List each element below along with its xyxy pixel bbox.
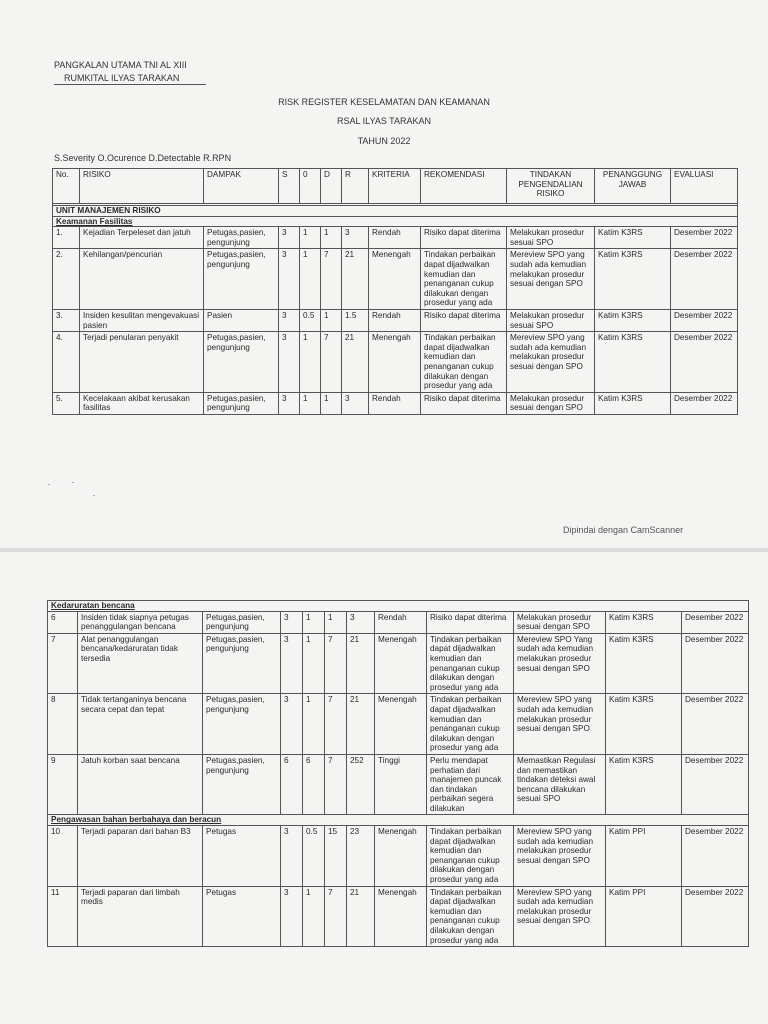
table-row [53, 332, 738, 393]
row-tindakan: Mereview SPO yang sudah ada kemudian melakukan prosedur sesuai dengan SPO [507, 249, 595, 310]
row-rekomendasi: Perlu mendapat perhatian dari manajemen puncak dan tindakan perbaikan segera dilakukan [427, 754, 514, 815]
row-evaluasi: Desember 2022 [682, 633, 749, 694]
row-risiko: Alat penanggulangan bencana/kedaruratan tidak tersedia [78, 633, 203, 694]
row-dampak: Petugas,pasien, pengunjung [204, 332, 279, 393]
row-r: 3 [342, 392, 369, 414]
row-o: 1 [300, 249, 321, 310]
row-d: 1 [325, 611, 347, 633]
row-no: 1. [53, 227, 80, 249]
row-tindakan: Memastikan Regulasi dan memastikan tindakan deteksi awal bencana dilakukan sesuai SPO [514, 754, 606, 815]
row-tindakan: Mereview SPO yang sudah ada kemudian melakukan prosedur sesuai dengan SPO [514, 826, 606, 887]
table-row [48, 886, 749, 947]
table-body-1 [53, 227, 738, 415]
section-row [48, 601, 749, 612]
row-d: 1 [321, 309, 342, 331]
row-no: 6 [48, 611, 78, 633]
row-kriteria: Menengah [375, 633, 427, 694]
row-d: 7 [325, 754, 347, 815]
col-header-no: No. [53, 169, 80, 204]
row-r: 3 [347, 611, 375, 633]
row-dampak: Petugas,pasien, pengunjung [204, 249, 279, 310]
row-evaluasi: Desember 2022 [671, 392, 738, 414]
row-rekomendasi: Risiko dapat diterima [427, 611, 514, 633]
table-row [53, 249, 738, 310]
row-s: 3 [279, 249, 300, 310]
row-s: 3 [281, 826, 303, 887]
row-r: 21 [347, 633, 375, 694]
row-rekomendasi: Tindakan perbaikan dapat dijadwalkan kemudian dan penanganan cukup dilakukan dengan prosedur yang ada [427, 826, 514, 887]
org-underline [54, 84, 206, 85]
row-dampak: Petugas,pasien, pengunjung [203, 754, 281, 815]
row-o: 6 [303, 754, 325, 815]
table-row [48, 754, 749, 815]
row-evaluasi: Desember 2022 [682, 886, 749, 947]
row-o: 1 [300, 392, 321, 414]
row-tindakan: Mereview SPO yang sudah ada kemudian melakukan prosedur sesuai dengan SPO [514, 886, 606, 947]
row-no: 7 [48, 633, 78, 694]
col-header-kriteria: KRITERIA [369, 169, 421, 204]
scanner-watermark: Dipindai dengan CamScanner [563, 525, 684, 535]
row-no: 11 [48, 886, 78, 947]
row-s: 6 [281, 754, 303, 815]
row-penanggung-jawab: Katim PPI [606, 886, 682, 947]
org-name-line1: PANGKALAN UTAMA TNI AL XIII [54, 60, 187, 70]
section-keamanan: Keamanan Fasilitas [56, 216, 133, 226]
row-kriteria: Rendah [369, 309, 421, 331]
risk-register-table-2 [47, 600, 749, 947]
row-risiko: Kehilangan/pencurian [80, 249, 204, 310]
row-tindakan: Melakukan prosedur sesuai SPO [507, 227, 595, 249]
row-o: 1 [300, 332, 321, 393]
legend-text: S.Severity O.Ocurence D.Detectable R.RPN [54, 153, 232, 163]
row-penanggung-jawab: Katim K3RS [595, 227, 671, 249]
row-s: 3 [281, 633, 303, 694]
row-r: 252 [347, 754, 375, 815]
table-row [48, 611, 749, 633]
row-risiko: Insiden tidak siapnya petugas penanggulangan bencana [78, 611, 203, 633]
row-dampak: Petugas [203, 886, 281, 947]
row-s: 3 [279, 332, 300, 393]
table-row [53, 309, 738, 331]
row-no: 3. [53, 309, 80, 331]
row-risiko: Terjadi penularan penyakit [80, 332, 204, 393]
row-penanggung-jawab: Katim K3RS [595, 309, 671, 331]
document-year: TAHUN 2022 [357, 136, 411, 146]
section-kedaruratan: Kedaruratan bencana [51, 601, 135, 610]
col-header-d: D [321, 169, 342, 204]
row-penanggung-jawab: Katim K3RS [606, 694, 682, 755]
col-header-o: 0 [300, 169, 321, 204]
row-r: 21 [347, 694, 375, 755]
section-row [48, 815, 749, 826]
row-kriteria: Rendah [369, 227, 421, 249]
row-s: 3 [281, 694, 303, 755]
row-kriteria: Rendah [369, 392, 421, 414]
row-dampak: Petugas,pasien, pengunjung [204, 227, 279, 249]
row-rekomendasi: Tindakan perbaikan dapat dijadwalkan kemudian dan penanganan cukup dilakukan dengan prosedur yang ada [427, 633, 514, 694]
section-b3: Pengawasan bahan berbahaya dan beracun [51, 815, 222, 825]
col-header-rekomendasi: REKOMENDASI [421, 169, 507, 204]
org-name-line2: RUMKITAL ILYAS TARAKAN [64, 73, 180, 83]
row-tindakan: Mereview SPO Yang sudah ada kemudian melakukan prosedur sesuai dengan SPO [514, 633, 606, 694]
row-no: 9 [48, 754, 78, 815]
row-s: 3 [279, 309, 300, 331]
col-header-r: R [342, 169, 369, 204]
row-rekomendasi: Risiko dapat diterima [421, 227, 507, 249]
section-row [53, 206, 738, 217]
row-no: 2. [53, 249, 80, 310]
table-row [53, 392, 738, 414]
row-d: 7 [321, 332, 342, 393]
row-evaluasi: Desember 2022 [682, 694, 749, 755]
row-kriteria: Menengah [369, 249, 421, 310]
row-s: 3 [279, 392, 300, 414]
row-dampak: Pasien [204, 309, 279, 331]
row-r: 3 [342, 227, 369, 249]
col-header-s: S [279, 169, 300, 204]
row-penanggung-jawab: Katim K3RS [595, 249, 671, 310]
row-kriteria: Rendah [375, 611, 427, 633]
col-header-penanggung-jawab: PENANGGUNG JAWAB [595, 169, 671, 204]
row-r: 1.5 [342, 309, 369, 331]
row-penanggung-jawab: Katim K3RS [606, 611, 682, 633]
row-o: 1 [303, 694, 325, 755]
risk-register-table-1 [52, 168, 738, 415]
row-dampak: Petugas [203, 826, 281, 887]
document-title: RISK REGISTER KESELAMATAN DAN KEAMANAN [278, 97, 490, 107]
row-rekomendasi: Tindakan perbaikan dapat dijadwalkan kemudian dan penanganan cukup dilakukan dengan prosedur yang ada [427, 694, 514, 755]
row-d: 1 [321, 227, 342, 249]
row-kriteria: Menengah [375, 694, 427, 755]
row-risiko: Insiden kesulitan mengevakuasi pasien [80, 309, 204, 331]
row-risiko: Kejadian Terpeleset dan jatuh [80, 227, 204, 249]
row-no: 10 [48, 826, 78, 887]
row-s: 3 [281, 886, 303, 947]
row-evaluasi: Desember 2022 [671, 332, 738, 393]
table-row [48, 826, 749, 887]
row-r: 21 [342, 332, 369, 393]
row-o: 1 [303, 886, 325, 947]
scan-speck [93, 495, 95, 496]
row-r: 21 [347, 886, 375, 947]
row-evaluasi: Desember 2022 [682, 826, 749, 887]
row-d: 7 [325, 694, 347, 755]
row-no: 4. [53, 332, 80, 393]
document-subtitle: RSAL ILYAS TARAKAN [336, 116, 432, 126]
row-evaluasi: Desember 2022 [671, 249, 738, 310]
scan-speck [48, 484, 50, 485]
section-row [53, 216, 738, 227]
row-risiko: Kecelakaan akibat kerusakan fasilitas [80, 392, 204, 414]
row-rekomendasi: Tindakan perbaikan dapat dijadwalkan kemudian dan penanganan cukup dilakukan dengan prosedur yang ada [427, 886, 514, 947]
row-d: 15 [325, 826, 347, 887]
row-risiko: Terjadi paparan dari bahan B3 [78, 826, 203, 887]
row-kriteria: Menengah [375, 886, 427, 947]
row-dampak: Petugas,pasien, pengunjung [203, 694, 281, 755]
row-o: 1 [303, 611, 325, 633]
row-kriteria: Tinggi [375, 754, 427, 815]
row-dampak: Petugas,pasien, pengunjung [203, 611, 281, 633]
row-no: 5. [53, 392, 80, 414]
col-header-dampak: DAMPAK [204, 169, 279, 204]
row-penanggung-jawab: Katim K3RS [595, 332, 671, 393]
row-tindakan: Mereview SPO yang sudah ada kemudian melakukan prosedur sesuai dengan SPO [507, 332, 595, 393]
row-tindakan: Melakukan prosedur sesuai dengan SPO [507, 392, 595, 414]
col-header-risiko: RISIKO [80, 169, 204, 204]
row-kriteria: Menengah [375, 826, 427, 887]
row-dampak: Petugas,pasien, pengunjung [204, 392, 279, 414]
row-o: 1 [303, 633, 325, 694]
row-r: 23 [347, 826, 375, 887]
table-row [48, 694, 749, 755]
row-evaluasi: Desember 2022 [682, 754, 749, 815]
row-penanggung-jawab: Katim PPI [606, 826, 682, 887]
row-tindakan: Melakukan prosedur sesuai dengan SPO [514, 611, 606, 633]
row-o: 1 [300, 227, 321, 249]
row-evaluasi: Desember 2022 [671, 227, 738, 249]
col-header-evaluasi: EVALUASI [671, 169, 738, 204]
row-evaluasi: Desember 2022 [682, 611, 749, 633]
row-d: 7 [321, 249, 342, 310]
row-r: 21 [342, 249, 369, 310]
row-d: 1 [321, 392, 342, 414]
row-penanggung-jawab: Katim K3RS [595, 392, 671, 414]
scan-speck [72, 482, 74, 483]
table-header-row [53, 169, 738, 204]
row-risiko: Terjadi paparan dari limbah medis [78, 886, 203, 947]
row-rekomendasi: Risiko dapat diterima [421, 309, 507, 331]
row-tindakan: Melakukan prosedur sesuai SPO [507, 309, 595, 331]
row-dampak: Petugas,pasien, pengunjung [203, 633, 281, 694]
row-d: 7 [325, 633, 347, 694]
row-s: 3 [281, 611, 303, 633]
row-penanggung-jawab: Katim K3RS [606, 633, 682, 694]
col-header-tindakan: TINDAKAN PENGENDALIAN RISIKO [507, 169, 595, 204]
row-s: 3 [279, 227, 300, 249]
row-risiko: Tidak tertanganinya bencana secara cepat dan tepat [78, 694, 203, 755]
row-rekomendasi: Tindakan perbaikan dapat dijadwalkan kemudian dan penanganan cukup dilakukan dengan prosedur yang ada [421, 332, 507, 393]
row-d: 7 [325, 886, 347, 947]
row-rekomendasi: Tindakan perbaikan dapat dijadwalkan kemudian dan penanganan cukup dilakukan dengan prosedur yang ada [421, 249, 507, 310]
table-row [48, 633, 749, 694]
document-page-2 [0, 552, 768, 1024]
row-penanggung-jawab: Katim K3RS [606, 754, 682, 815]
row-kriteria: Menengah [369, 332, 421, 393]
row-o: 0.5 [300, 309, 321, 331]
row-rekomendasi: Risiko dapat diterima [421, 392, 507, 414]
row-tindakan: Mereview SPO yang sudah ada kemudian melakukan prosedur sesuai dengan SPO [514, 694, 606, 755]
table-body-2 [48, 601, 749, 947]
table-row [53, 227, 738, 249]
row-o: 0.5 [303, 826, 325, 887]
row-evaluasi: Desember 2022 [671, 309, 738, 331]
section-unit: UNIT MANAJEMEN RISIKO [53, 206, 738, 217]
row-no: 8 [48, 694, 78, 755]
row-risiko: Jatuh korban saat bencana [78, 754, 203, 815]
